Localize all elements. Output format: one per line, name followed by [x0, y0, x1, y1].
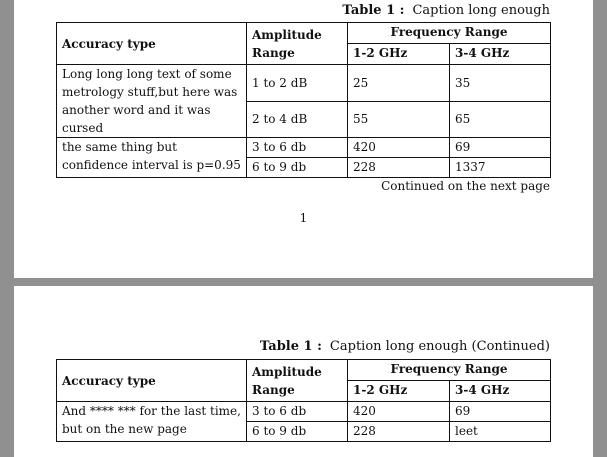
- table-row: [57, 402, 551, 422]
- amplitude-range-header: Amplitude Range: [247, 23, 348, 65]
- amplitude-cell: 6 to 9 db: [247, 158, 348, 178]
- caption-text: Caption long enough (Continued): [329, 339, 550, 354]
- accuracy-cell: Long long long text of some metrology stuff,but here was another word and it was cursed: [57, 65, 247, 138]
- amplitude-cell: 2 to 4 dB: [247, 101, 348, 138]
- freq-1-cell: 420: [348, 402, 450, 422]
- freq-1-cell: 420: [348, 138, 450, 158]
- accuracy-cell: And **** *** for the last time, but on the new page: [57, 402, 247, 442]
- freq-1-2-ghz-header: 1-2 GHz: [348, 381, 450, 402]
- amplitude-cell: 3 to 6 db: [247, 138, 348, 158]
- accuracy-table: [56, 22, 551, 178]
- freq-1-2-ghz-header: 1-2 GHz: [348, 44, 450, 65]
- table-caption: [260, 339, 550, 355]
- caption-text: Caption long enough: [412, 3, 550, 18]
- accuracy-cell: the same thing but confidence interval is p=0.95: [57, 138, 247, 178]
- document-page-2: [14, 286, 593, 457]
- freq-1-cell: 55: [348, 101, 450, 138]
- freq-1-cell: 228: [348, 422, 450, 442]
- amplitude-range-header: Amplitude Range: [247, 360, 348, 402]
- freq-1-cell: 25: [348, 65, 450, 102]
- continued-note: Continued on the next page: [381, 179, 550, 193]
- freq-2-cell: 35: [450, 65, 551, 102]
- freq-2-cell: leet: [450, 422, 551, 442]
- amplitude-cell: 6 to 9 db: [247, 422, 348, 442]
- amplitude-cell: 3 to 6 db: [247, 402, 348, 422]
- freq-2-cell: 1337: [450, 158, 551, 178]
- document-page-1: [14, 0, 593, 278]
- table-caption: [342, 3, 550, 19]
- freq-2-cell: 65: [450, 101, 551, 138]
- caption-label: Table 1 :: [342, 3, 405, 18]
- accuracy-type-header: Accuracy type: [57, 360, 247, 402]
- accuracy-type-header: Accuracy type: [57, 23, 247, 65]
- freq-1-cell: 228: [348, 158, 450, 178]
- freq-3-4-ghz-header: 3-4 GHz: [450, 381, 551, 402]
- page-number: 1: [299, 211, 308, 225]
- frequency-range-header: Frequency Range: [348, 360, 551, 381]
- table-row: [57, 138, 551, 158]
- freq-2-cell: 69: [450, 402, 551, 422]
- amplitude-cell: 1 to 2 dB: [247, 65, 348, 102]
- accuracy-table-continued: [56, 359, 551, 442]
- freq-2-cell: 69: [450, 138, 551, 158]
- frequency-range-header: Frequency Range: [348, 23, 551, 44]
- caption-label: Table 1 :: [259, 339, 322, 354]
- table-header-row: [57, 360, 551, 381]
- freq-3-4-ghz-header: 3-4 GHz: [450, 44, 551, 65]
- table-header-row: [57, 23, 551, 44]
- table-row: [57, 65, 551, 102]
